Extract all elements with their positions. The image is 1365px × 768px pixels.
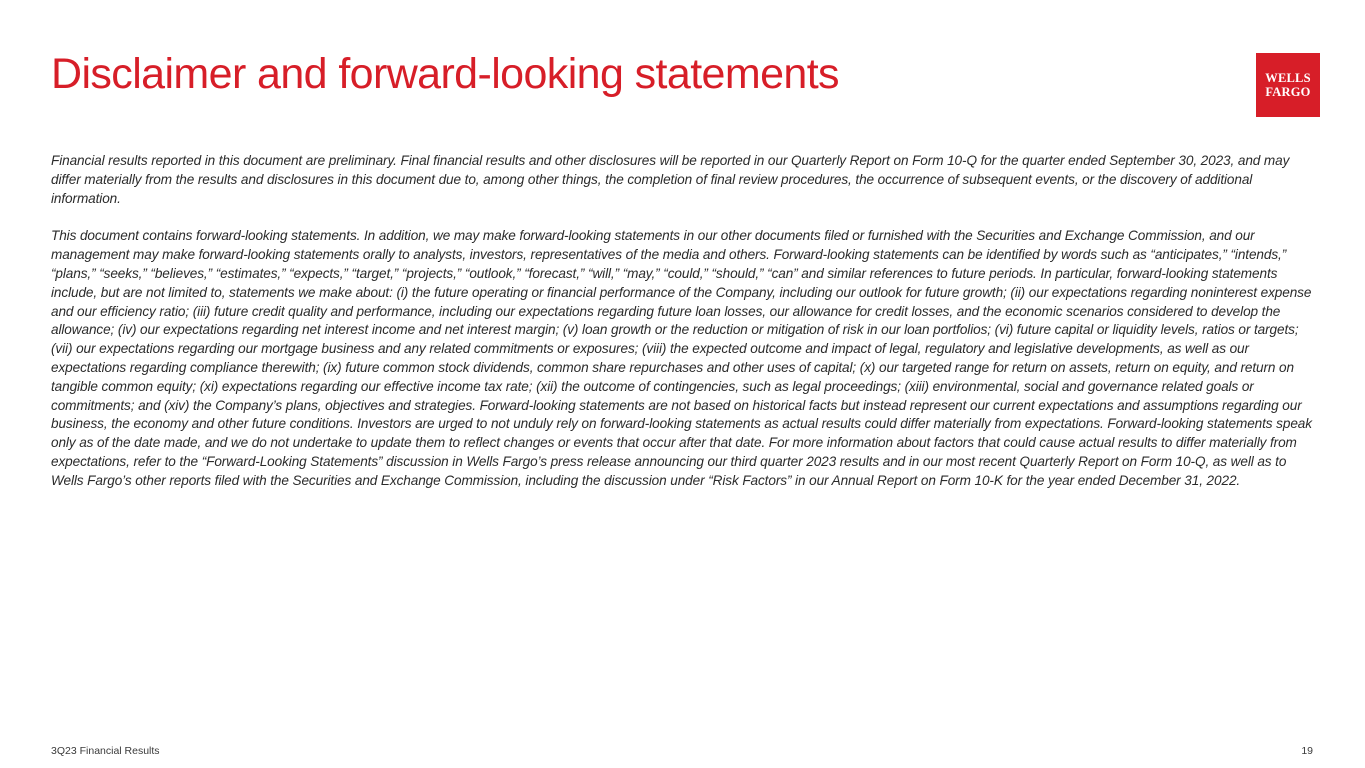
logo-line-1: WELLS (1265, 71, 1311, 85)
preliminary-results-paragraph: Financial results reported in this document are preliminary. Final financial results and other disclosures will be reported in our Quarterly Report on Form 10-Q for the quarter ended September 30, 2023, and may differ materially from the results and disclosures in this document due to, among other things, the completion of final review procedures, the occurrence of subsequent events, or the discovery of additional information. (51, 153, 1290, 206)
forward-looking-statements-paragraph: This document contains forward-looking statements. In addition, we may make forward-looking statements in our other documents filed or furnished with the Securities and Exchange Commission, and our management may make forward-looking statements orally to analysts, investors, representatives of the media and others. Forward-looking statements can be identified by words such as “anticipates,” “intends,” “plans,” “seeks,” “believes,” “estimates,” “expects,” “target,” “projects,” “outlook,” “forecast,” “will,” “may,” “could,” “should,” “can” and similar references to future periods. In particular, forward-looking statements include, but are not limited to, statements we make about: (i) the future operating or financial performance of the Company, including our outlook for future growth; (ii) our expectations regarding noninterest expense and our efficiency ratio; (iii) future credit quality and performance, including our expectations regarding future loan losses, our allowance for credit losses, and the economic scenarios considered to develop the allowance; (iv) our expectations regarding net interest income and net interest margin; (v) loan growth or the reduction or mitigation of risk in our loan portfolios; (vi) future capital or liquidity levels, ratios or targets; (vii) our expectations regarding our mortgage business and any related commitments or exposures; (viii) the expected outcome and impact of legal, regulatory and legislative developments, as well as our expectations regarding compliance therewith; (ix) future common stock dividends, common share repurchases and other uses of capital; (x) our targeted range for return on assets, return on equity, and return on tangible common equity; (xi) expectations regarding our effective income tax rate; (xii) the outcome of contingencies, such as legal proceedings; (xiii) environmental, social and governance related goals or commitments; and (xiv) the Company’s plans, objectives and strategies. Forward-looking statements are not based on historical facts but instead represent our current expectations and assumptions regarding our business, the economy and other future conditions. Investors are urged to not unduly rely on forward-looking statements as actual results could differ materially from expectations. Forward-looking statements speak only as of the date made, and we do not undertake to update them to reflect changes or events that occur after that date. For more information about factors that could cause actual results to differ materially from expectations, refer to the “Forward-Looking Statements” discussion in Wells Fargo’s press release announcing our third quarter 2023 results and in our most recent Quarterly Report on Form 10-Q, as well as to Wells Fargo’s other reports filed with the Securities and Exchange Commission, including the discussion under “Risk Factors” in our Annual Report on Form 10-K for the year ended December 31, 2022. (51, 228, 1312, 488)
disclaimer-body (51, 152, 1313, 491)
footer-report-name: 3Q23 Financial Results (51, 745, 160, 757)
wells-fargo-logo (1256, 53, 1320, 117)
page-title: Disclaimer and forward-looking statements (51, 50, 839, 98)
logo-line-2: FARGO (1265, 85, 1311, 99)
footer-page-number: 19 (1301, 745, 1313, 757)
